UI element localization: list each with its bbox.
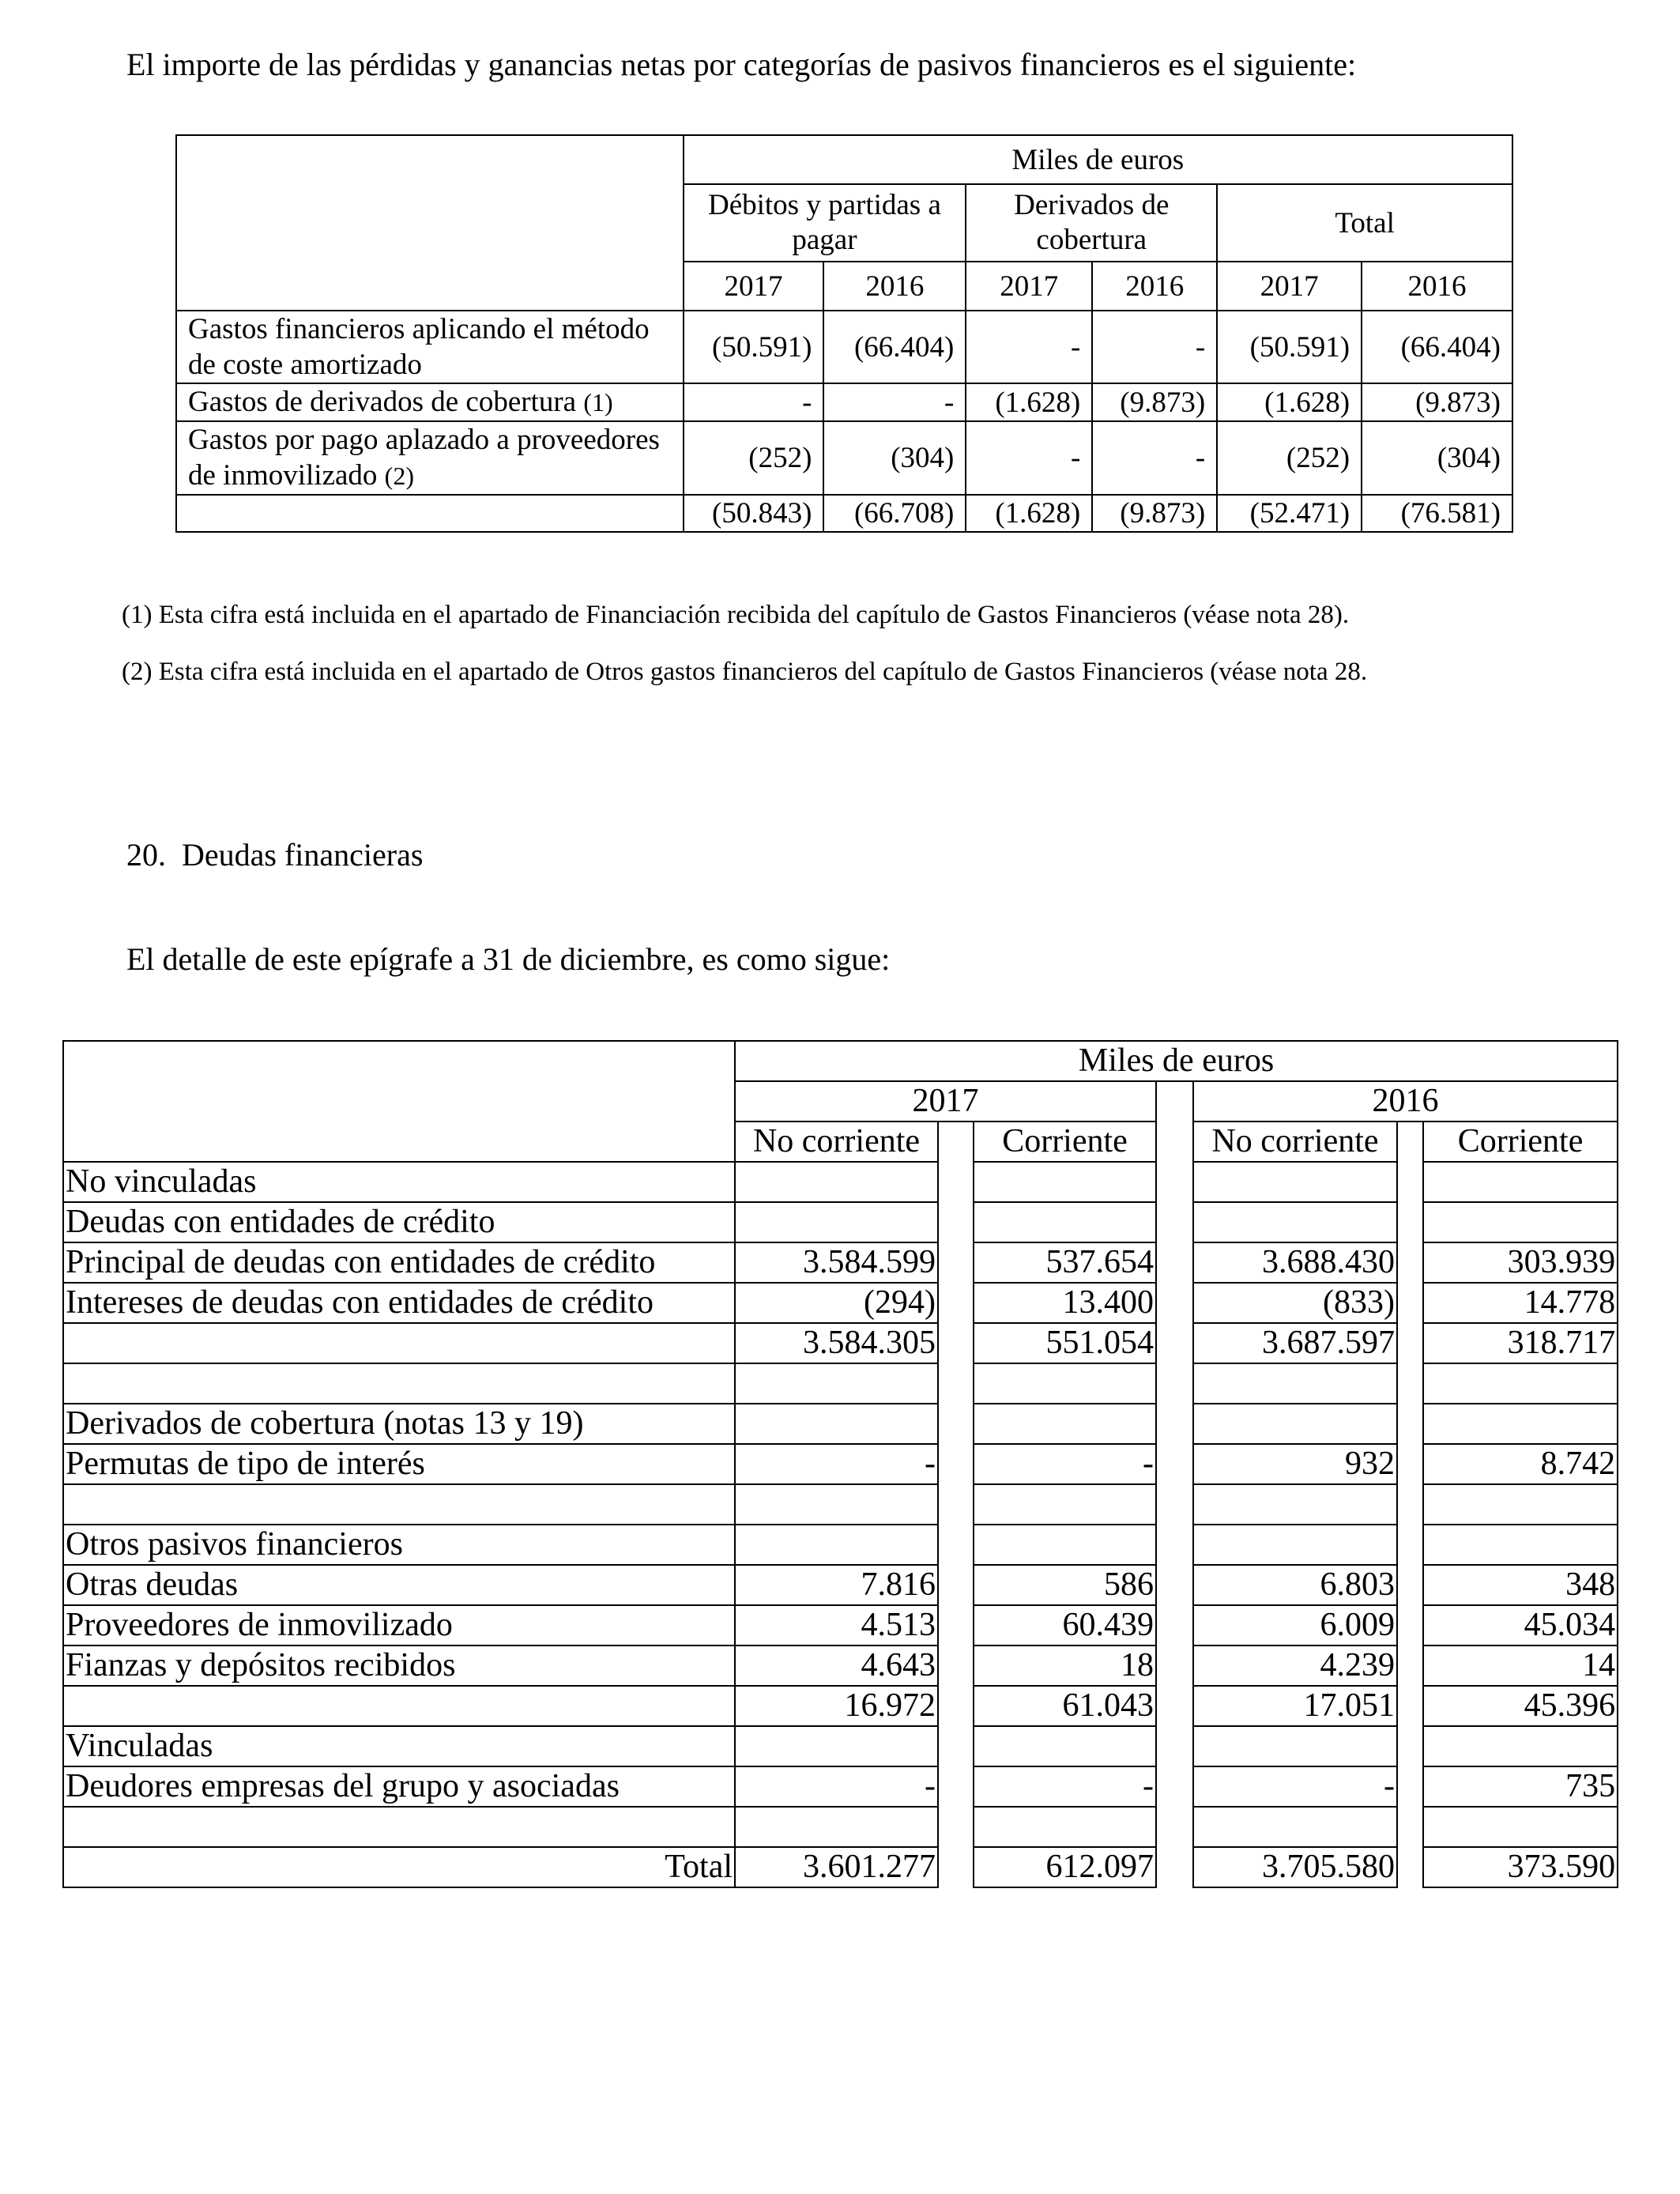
t2-gap [1397, 1283, 1423, 1323]
t1-row [176, 421, 1512, 495]
t2-row-label: Total [63, 1847, 735, 1887]
t1-unit-header: Miles de euros [684, 135, 1512, 184]
section-heading [126, 836, 423, 873]
t2-row [63, 1766, 1618, 1807]
t1-cell: - [684, 383, 824, 421]
t2-gap [1156, 1605, 1193, 1646]
t2-cell: 4.643 [735, 1646, 938, 1686]
t1-year: 2016 [1362, 262, 1512, 311]
t2-subheader: No corriente [735, 1122, 938, 1162]
t2-cell: 735 [1423, 1766, 1618, 1807]
intro-text: El importe de las pérdidas y ganancias netas por categorías de pasivos financieros es el siguiente: [126, 47, 1357, 82]
t2-gap [1397, 1363, 1423, 1404]
section-number: 20. [126, 837, 166, 873]
t2-row-label [63, 1686, 735, 1726]
t2-row-label: Principal de deudas con entidades de crédito [63, 1242, 735, 1283]
detail-text: El detalle de este epígrafe a 31 de diciembre, es como sigue: [126, 941, 891, 977]
t1-row [176, 495, 1512, 532]
t2-row [63, 1242, 1618, 1283]
t1-group-total: Total [1217, 184, 1512, 262]
t2-cell: 3.705.580 [1193, 1847, 1397, 1887]
t2-gap [1397, 1646, 1423, 1686]
t2-cell: 3.687.597 [1193, 1323, 1397, 1363]
t2-gap [938, 1686, 974, 1726]
t2-cell: - [735, 1444, 938, 1484]
t1-cell: (66.708) [823, 495, 966, 532]
t1-cell: (9.873) [1092, 383, 1217, 421]
t2-gap [1397, 1484, 1423, 1525]
t1-cell: - [1092, 311, 1217, 383]
t2-cell: 318.717 [1423, 1323, 1618, 1363]
t2-gap [938, 1605, 974, 1646]
t1-cell: - [1092, 421, 1217, 495]
t2-cell: 7.816 [735, 1565, 938, 1605]
t1-group-derivados: Derivados de cobertura [966, 184, 1217, 262]
t2-gap [1156, 1122, 1193, 1162]
t1-cell: (1.628) [1217, 383, 1362, 421]
t2-cell [1423, 1726, 1618, 1766]
t2-cell: 612.097 [974, 1847, 1156, 1887]
t1-cell: - [823, 383, 966, 421]
t2-cell: 6.009 [1193, 1605, 1397, 1646]
t1-row-note: (2) [384, 462, 414, 490]
t2-cell: 3.584.305 [735, 1323, 938, 1363]
t1-cell: (66.404) [1362, 311, 1512, 383]
t2-gap [1156, 1565, 1193, 1605]
t2-row-label: Permutas de tipo de interés [63, 1444, 735, 1484]
t2-cell [1193, 1162, 1397, 1202]
t1-cell: - [966, 311, 1092, 383]
section-title: Deudas financieras [182, 837, 424, 873]
t2-gap [1397, 1444, 1423, 1484]
t2-row-label: Otras deudas [63, 1565, 735, 1605]
t2-cell: 932 [1193, 1444, 1397, 1484]
t1-cell: (52.471) [1217, 495, 1362, 532]
financial-debts-table [62, 1040, 1618, 1888]
t2-cell [735, 1726, 938, 1766]
t1-cell: (66.404) [823, 311, 966, 383]
t2-gap [938, 1404, 974, 1444]
t2-gap [1156, 1202, 1193, 1242]
t2-gap [1156, 1444, 1193, 1484]
t2-gap [938, 1565, 974, 1605]
t2-gap [1156, 1081, 1193, 1122]
t2-cell [1193, 1726, 1397, 1766]
t1-year: 2017 [966, 262, 1092, 311]
t2-gap [1156, 1283, 1193, 1323]
t2-cell: 373.590 [1423, 1847, 1618, 1887]
t2-gap [1397, 1242, 1423, 1283]
t2-gap [1156, 1323, 1193, 1363]
t1-cell: (304) [1362, 421, 1512, 495]
t2-gap [1397, 1605, 1423, 1646]
t2-row [63, 1283, 1618, 1323]
t2-cell [974, 1363, 1156, 1404]
t2-cell [1423, 1202, 1618, 1242]
t2-cell: 537.654 [974, 1242, 1156, 1283]
t2-gap [1397, 1847, 1423, 1887]
t2-cell: 16.972 [735, 1686, 938, 1726]
t2-cell: 586 [974, 1565, 1156, 1605]
t2-row-label: Intereses de deudas con entidades de crédito [63, 1283, 735, 1323]
t2-cell: 13.400 [974, 1283, 1156, 1323]
t1-row-label [176, 311, 684, 383]
t2-gap [1156, 1484, 1193, 1525]
t2-cell: 3.601.277 [735, 1847, 938, 1887]
t1-cell: (252) [684, 421, 824, 495]
t2-cell [735, 1404, 938, 1444]
t2-cell: - [974, 1766, 1156, 1807]
t1-group-debitos: Débitos y partidas a pagar [684, 184, 966, 262]
t2-cell: 4.513 [735, 1605, 938, 1646]
t2-cell: 4.239 [1193, 1646, 1397, 1686]
t2-cell: 348 [1423, 1565, 1618, 1605]
t2-cell [974, 1202, 1156, 1242]
t2-gap [1397, 1807, 1423, 1847]
t2-gap [1397, 1766, 1423, 1807]
t1-row [176, 311, 1512, 383]
t2-cell: - [1193, 1766, 1397, 1807]
t2-gap [1397, 1525, 1423, 1565]
t2-row [63, 1162, 1618, 1202]
t2-cell [735, 1162, 938, 1202]
t2-cell: 6.803 [1193, 1565, 1397, 1605]
t2-row [63, 1323, 1618, 1363]
t2-gap [938, 1646, 974, 1686]
t1-cell: - [966, 421, 1092, 495]
t1-row-label-text: Gastos por pago aplazado a proveedores de inmovilizado [188, 424, 660, 492]
t2-cell: - [974, 1444, 1156, 1484]
t2-gap [1156, 1686, 1193, 1726]
t2-row-label: Deudas con entidades de crédito [63, 1202, 735, 1242]
t1-row-label [176, 383, 684, 421]
t2-subheader: Corriente [974, 1122, 1156, 1162]
t2-gap [1397, 1323, 1423, 1363]
t2-gap [1156, 1807, 1193, 1847]
t2-gap [1156, 1363, 1193, 1404]
t2-gap [938, 1484, 974, 1525]
t2-cell: 61.043 [974, 1686, 1156, 1726]
t2-gap [1397, 1726, 1423, 1766]
t2-cell: 60.439 [974, 1605, 1156, 1646]
t2-total-row [63, 1847, 1618, 1887]
t1-corner [176, 135, 684, 311]
t2-row [63, 1605, 1618, 1646]
t2-subheader: No corriente [1193, 1122, 1397, 1162]
t2-row [63, 1202, 1618, 1242]
t2-cell: (833) [1193, 1283, 1397, 1323]
t2-unit-header: Miles de euros [735, 1041, 1618, 1081]
t2-cell [1423, 1363, 1618, 1404]
t2-cell [974, 1404, 1156, 1444]
t2-gap [1397, 1122, 1423, 1162]
t2-gap [1156, 1646, 1193, 1686]
t2-gap [1156, 1525, 1193, 1565]
t2-year-2016: 2016 [1193, 1081, 1618, 1122]
t2-cell [1423, 1807, 1618, 1847]
t2-gap [1397, 1565, 1423, 1605]
t2-gap [938, 1122, 974, 1162]
t2-cell [1423, 1525, 1618, 1565]
t2-cell [735, 1525, 938, 1565]
t2-row-label: Deudores empresas del grupo y asociadas [63, 1766, 735, 1807]
t2-cell: 14 [1423, 1646, 1618, 1686]
t2-gap [938, 1363, 974, 1404]
t2-cell [735, 1807, 938, 1847]
t2-gap [1156, 1726, 1193, 1766]
t2-gap [1156, 1847, 1193, 1887]
t2-gap [938, 1807, 974, 1847]
t2-row-label: Otros pasivos financieros [63, 1525, 735, 1565]
t2-row [63, 1807, 1618, 1847]
t1-cell: (9.873) [1362, 383, 1512, 421]
t2-cell: 8.742 [1423, 1444, 1618, 1484]
t2-cell: 17.051 [1193, 1686, 1397, 1726]
t1-year: 2016 [823, 262, 966, 311]
t2-row-label [63, 1363, 735, 1404]
t2-gap [938, 1162, 974, 1202]
footnote-1: (1) Esta cifra está incluida en el apartado de Financiación recibida del capítulo de Gastos Financieros (véase nota 28). [122, 601, 1350, 629]
t2-row-label [63, 1807, 735, 1847]
t2-cell: 3.584.599 [735, 1242, 938, 1283]
t1-year: 2017 [684, 262, 824, 311]
t1-row-label-text: Gastos financieros aplicando el método de coste amortizado [188, 313, 650, 381]
t2-gap [938, 1847, 974, 1887]
t2-corner [63, 1041, 735, 1162]
t1-row [176, 383, 1512, 421]
t2-year-2017: 2017 [735, 1081, 1156, 1122]
t2-cell [1193, 1525, 1397, 1565]
t1-year: 2016 [1092, 262, 1217, 311]
t2-gap [938, 1766, 974, 1807]
t1-cell: (50.843) [684, 495, 824, 532]
t2-cell [1193, 1484, 1397, 1525]
losses-gains-table [175, 134, 1513, 533]
t2-gap [1397, 1404, 1423, 1444]
t2-row [63, 1444, 1618, 1484]
t2-row-label: Vinculadas [63, 1726, 735, 1766]
t2-row [63, 1363, 1618, 1404]
t2-row [63, 1646, 1618, 1686]
t2-row-label [63, 1484, 735, 1525]
t2-gap [938, 1283, 974, 1323]
t1-row-label [176, 495, 684, 532]
t2-cell: 18 [974, 1646, 1156, 1686]
t1-cell: (1.628) [966, 495, 1092, 532]
t1-year: 2017 [1217, 262, 1362, 311]
t2-gap [1156, 1162, 1193, 1202]
t1-cell: (50.591) [1217, 311, 1362, 383]
t1-cell: (76.581) [1362, 495, 1512, 532]
t2-row [63, 1404, 1618, 1444]
t1-cell: (50.591) [684, 311, 824, 383]
t2-row-label: Derivados de cobertura (notas 13 y 19) [63, 1404, 735, 1444]
t2-cell [974, 1726, 1156, 1766]
t2-cell [1193, 1202, 1397, 1242]
t2-cell [1423, 1484, 1618, 1525]
t2-row [63, 1484, 1618, 1525]
t2-row [63, 1686, 1618, 1726]
t2-cell [974, 1484, 1156, 1525]
t1-cell: (304) [823, 421, 966, 495]
t2-gap [1156, 1766, 1193, 1807]
t2-cell [735, 1363, 938, 1404]
t2-gap [938, 1323, 974, 1363]
t2-cell: 14.778 [1423, 1283, 1618, 1323]
t2-row-label: No vinculadas [63, 1162, 735, 1202]
t2-cell [974, 1162, 1156, 1202]
t2-cell: 303.939 [1423, 1242, 1618, 1283]
t2-gap [1397, 1686, 1423, 1726]
t2-gap [938, 1525, 974, 1565]
t2-gap [938, 1726, 974, 1766]
t2-cell [1193, 1404, 1397, 1444]
t1-cell: (252) [1217, 421, 1362, 495]
t2-gap [1397, 1202, 1423, 1242]
t2-gap [938, 1202, 974, 1242]
t2-gap [1156, 1404, 1193, 1444]
t2-row [63, 1565, 1618, 1605]
t2-row [63, 1726, 1618, 1766]
t1-cell: (1.628) [966, 383, 1092, 421]
t2-row-label [63, 1323, 735, 1363]
t2-row [63, 1525, 1618, 1565]
t2-row-label: Fianzas y depósitos recibidos [63, 1646, 735, 1686]
t2-gap [1156, 1242, 1193, 1283]
t2-cell [1193, 1363, 1397, 1404]
t2-cell [974, 1807, 1156, 1847]
t2-gap [1397, 1162, 1423, 1202]
t1-row-label [176, 421, 684, 495]
t2-cell [974, 1525, 1156, 1565]
t2-cell [735, 1484, 938, 1525]
t2-row-label: Proveedores de inmovilizado [63, 1605, 735, 1646]
t2-cell [1193, 1807, 1397, 1847]
t2-cell [1423, 1162, 1618, 1202]
t2-cell: (294) [735, 1283, 938, 1323]
t2-cell: 45.396 [1423, 1686, 1618, 1726]
t1-row-note: (1) [583, 388, 613, 417]
footnote-2: (2) Esta cifra está incluida en el apartado de Otros gastos financieros del capítulo de Gastos Financieros (véase nota 28. [122, 658, 1368, 686]
t2-cell: 551.054 [974, 1323, 1156, 1363]
t1-cell: (9.873) [1092, 495, 1217, 532]
t2-cell: 45.034 [1423, 1605, 1618, 1646]
t1-row-label-text: Gastos de derivados de cobertura [188, 386, 577, 418]
t2-cell [735, 1202, 938, 1242]
t2-gap [938, 1444, 974, 1484]
t2-cell: - [735, 1766, 938, 1807]
t2-cell: 3.688.430 [1193, 1242, 1397, 1283]
t2-cell [1423, 1404, 1618, 1444]
t2-gap [938, 1242, 974, 1283]
t2-subheader: Corriente [1423, 1122, 1618, 1162]
